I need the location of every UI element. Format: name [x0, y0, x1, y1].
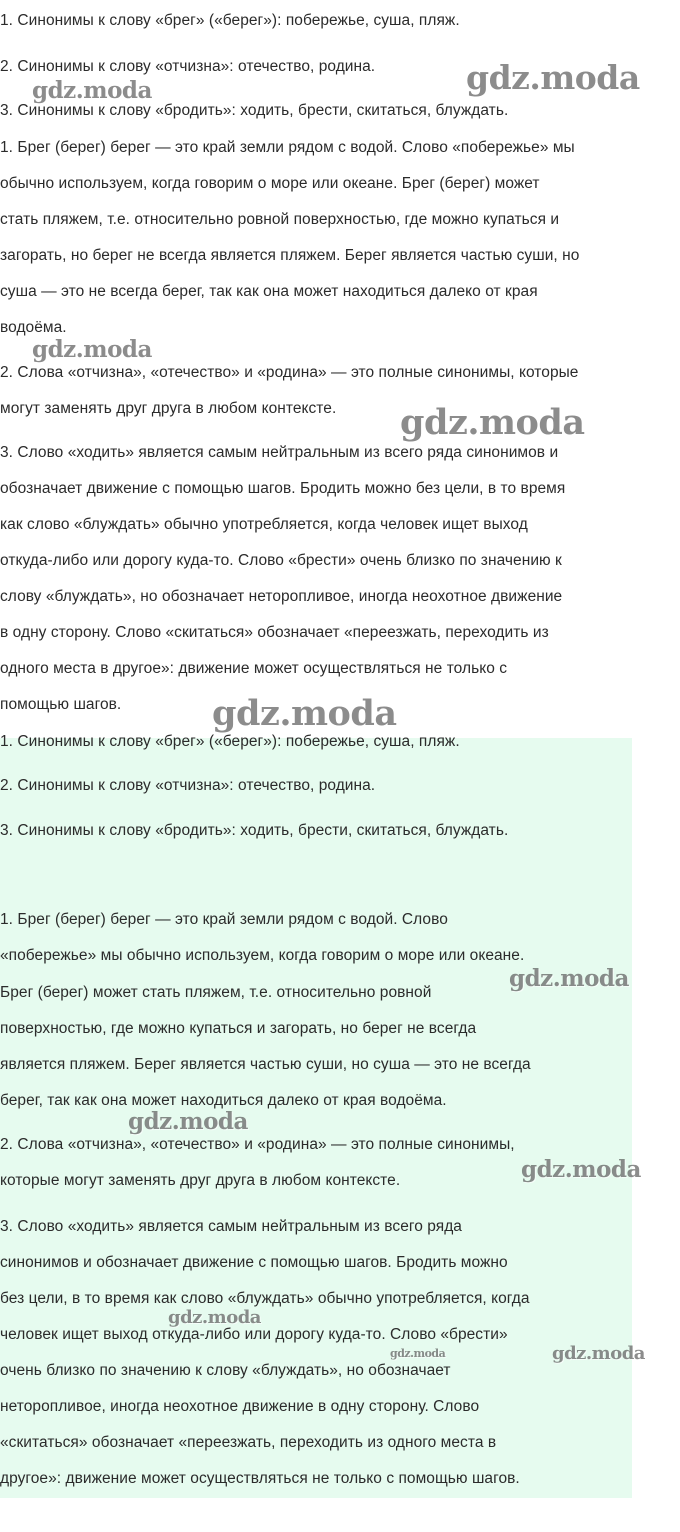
text-line: откуда-либо или дорогу куда-то. Слово «брести» очень близко по значению к [0, 552, 562, 569]
watermark: gdz.moda [400, 402, 585, 443]
text-line: помощью шагов. [0, 696, 122, 713]
text-line: другое»: движение может осуществляться не только с помощью шагов. [0, 1470, 520, 1487]
text-line: 2. Слова «отчизна», «отечество» и «родина» — это полные синонимы, которые [0, 364, 579, 381]
text-line: загорать, но берег не всегда является пляжем. Берег является частью суши, но [0, 247, 580, 264]
text-line: суша — это не всегда берег, так как она может находиться далеко от края [0, 283, 538, 300]
watermark: gdz.moda [521, 1156, 641, 1183]
watermark: gdz.moda [32, 336, 152, 363]
text-line: является пляжем. Берег является частью суши, но суша — это не всегда [0, 1056, 531, 1073]
watermark: gdz.moda [509, 965, 629, 992]
text-line: как слово «блуждать» обычно употребляется, когда человек ищет выход [0, 516, 528, 533]
text-line: 2. Слова «отчизна», «отечество» и «родина» — это полные синонимы, [0, 1136, 515, 1153]
text-line: 3. Слово «ходить» является самым нейтральным из всего ряда [0, 1218, 462, 1235]
text-line: 3. Слово «ходить» является самым нейтральным из всего ряда синонимов и [0, 444, 559, 461]
text-line: «скитаться» обозначает «переезжать, переходить из одного места в [0, 1434, 497, 1451]
text-line: обозначает движение с помощью шагов. Бродить можно без цели, в то время [0, 480, 566, 497]
text-line: 1. Брег (берег) берег — это край земли рядом с водой. Слово [0, 911, 448, 928]
text-line: которые могут заменять друг друга в любом контексте. [0, 1172, 401, 1189]
text-line: слову «блуждать», но обозначает неторопливое, иногда неохотное движение [0, 588, 563, 605]
watermark: gdz.moda [390, 1347, 446, 1360]
text-line: 2. Синонимы к слову «отчизна»: отечество, родина. [0, 58, 376, 75]
text-line: водоёма. [0, 319, 67, 336]
text-line: в одну сторону. Слово «скитаться» обозначает «переезжать, переходить из [0, 624, 549, 641]
text-line: 3. Синонимы к слову «бродить»: ходить, брести, скитаться, блуждать. [0, 822, 509, 839]
watermark: gdz.moda [128, 1108, 248, 1135]
text-line: 1. Синонимы к слову «брег» («берег»): побережье, суша, пляж. [0, 733, 460, 750]
text-line: синонимов и обозначает движение с помощью шагов. Бродить можно [0, 1254, 508, 1271]
text-line: обычно используем, когда говорим о море или океане. Брег (берег) может [0, 175, 540, 192]
watermark: gdz.moda [32, 77, 152, 104]
text-line: одного места в другое»: движение может осуществляться не только с [0, 660, 508, 677]
watermark: gdz.moda [466, 58, 640, 97]
watermark: gdz.moda [168, 1307, 261, 1328]
text-line: Брег (берег) может стать пляжем, т.е. относительно ровной [0, 984, 432, 1001]
text-line: без цели, в то время как слово «блуждать» обычно употребляется, когда [0, 1290, 530, 1307]
watermark: gdz.moda [552, 1343, 645, 1364]
text-line: 2. Синонимы к слову «отчизна»: отечество, родина. [0, 777, 376, 794]
text-line: «побережье» мы обычно используем, когда говорим о море или океане. [0, 947, 525, 964]
text-line: неторопливое, иногда неохотное движение в одну сторону. Слово [0, 1398, 480, 1415]
text-line: поверхностью, где можно купаться и загорать, но берег не всегда [0, 1020, 477, 1037]
watermark: gdz.moda [212, 693, 397, 734]
text-line: берег, так как она может находиться далеко от края водоёма. [0, 1092, 447, 1109]
text-line: могут заменять друг друга в любом контексте. [0, 400, 337, 417]
answer-block-highlighted [0, 733, 632, 1498]
text-line: 1. Брег (берег) берег — это край земли рядом с водой. Слово «побережье» мы [0, 139, 575, 156]
answer-block-plain [0, 0, 680, 738]
text-line: 3. Синонимы к слову «бродить»: ходить, брести, скитаться, блуждать. [0, 102, 509, 119]
text-line: очень близко по значению к слову «блуждать», но обозначает [0, 1362, 451, 1379]
text-line: 1. Синонимы к слову «брег» («берег»): побережье, суша, пляж. [0, 12, 460, 29]
text-line: стать пляжем, т.е. относительно ровной поверхностью, где можно купаться и [0, 211, 560, 228]
text-line: человек ищет выход откуда-либо или дорогу куда-то. Слово «брести» [0, 1326, 508, 1343]
